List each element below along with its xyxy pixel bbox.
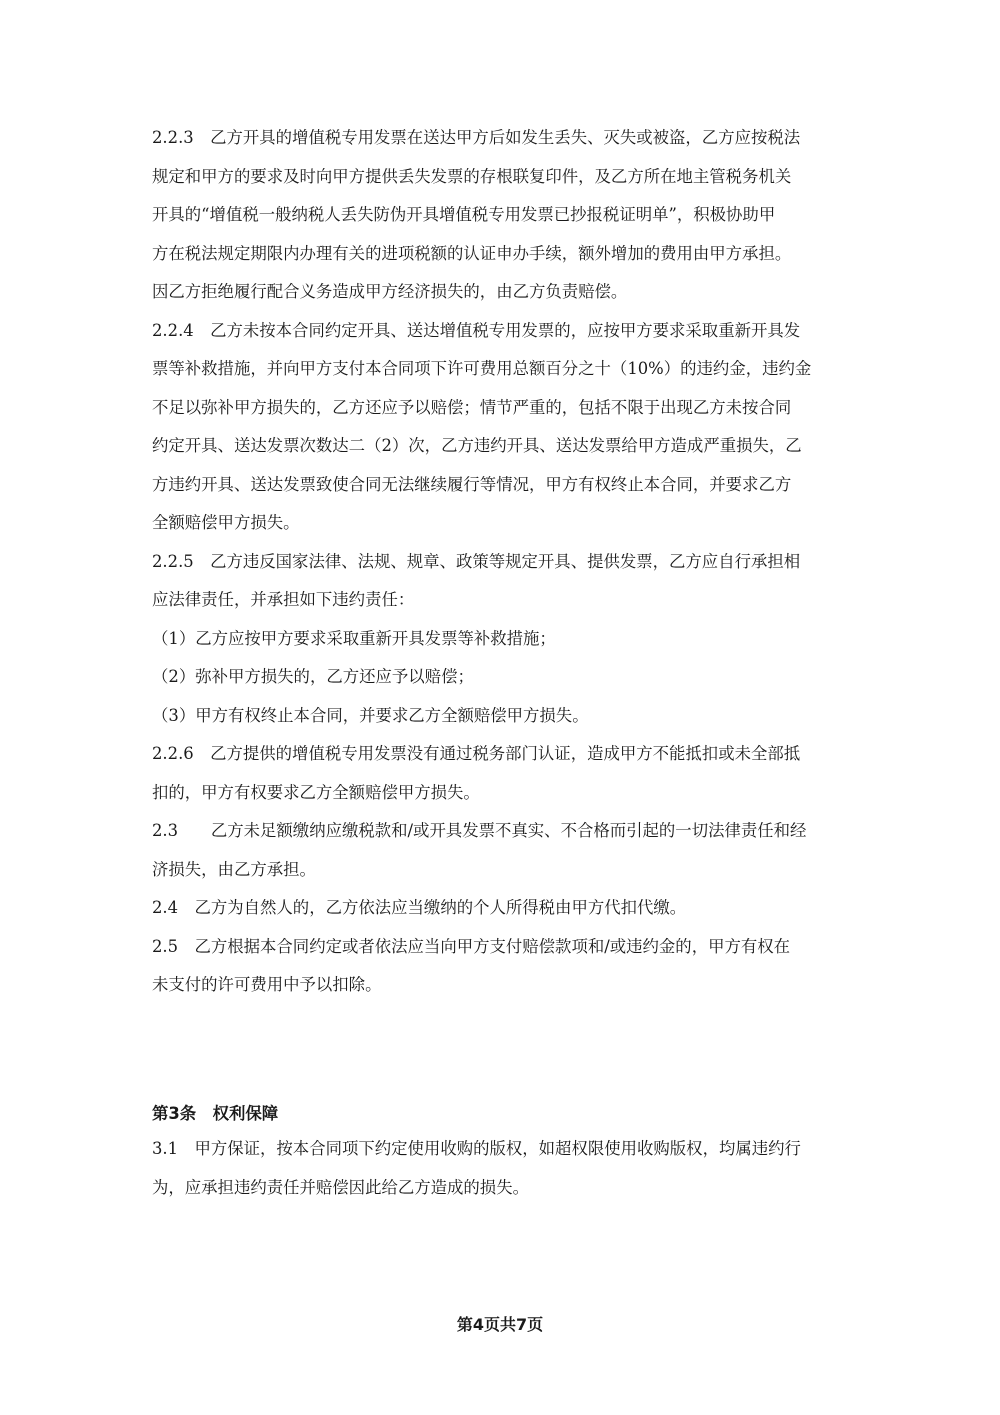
text-line: 扣的，甲方有权要求乙方全额赔偿甲方损失。 (152, 782, 480, 802)
text-line: （2）弥补甲方损失的，乙方还应予以赔偿； (152, 667, 474, 686)
page-number-footer: 第4页共7页 (456, 1315, 544, 1334)
section-3-heading: 第3条 权利保障 (152, 1104, 279, 1123)
section-3-text-block (152, 1139, 852, 1216)
text-line: 2.2.5 乙方违反国家法律、法规、规章、政策等规定开具、提供发票，乙方应自行承担相 (152, 551, 801, 571)
clause-text-block (152, 128, 852, 1014)
text-line: 开具的“增值税一般纳税人丢失防伪开具增值税专用发票已抄报税证明单”，积极协助甲 (152, 205, 776, 224)
text-line: 全额赔偿甲方损失。 (152, 513, 300, 532)
text-line: （3）甲方有权终止本合同，并要求乙方全额赔偿甲方损失。 (152, 705, 589, 725)
text-line: 约定开具、送达发票次数达二（2）次，乙方违约开具、送达发票给甲方造成严重损失，乙 (152, 436, 802, 455)
text-line: 因乙方拒绝履行配合义务造成甲方经济损失的，由乙方负责赔偿。 (152, 282, 628, 301)
text-line: 应法律责任，并承担如下违约责任： (152, 590, 415, 609)
text-line: 规定和甲方的要求及时向甲方提供丢失发票的存根联复印件，及乙方所在地主管税务机关 (152, 166, 792, 186)
text-line: 票等补救措施，并向甲方支付本合同项下许可费用总额百分之十（10%）的违约金，违约金 (152, 359, 812, 378)
text-line: 不足以弥补甲方损失的，乙方还应予以赔偿；情节严重的，包括不限于出现乙方未按合同 (152, 397, 792, 417)
text-line: 2.2.3 乙方开具的增值税专用发票在送达甲方后如发生丢失、灭失或被盗，乙方应按税法 (152, 128, 801, 147)
text-line: （1）乙方应按甲方要求采取重新开具发票等补救措施； (152, 628, 556, 648)
text-line: 2.4 乙方为自然人的，乙方依法应当缴纳的个人所得税由甲方代扣代缴。 (152, 898, 687, 917)
text-line: 2.2.6 乙方提供的增值税专用发票没有通过税务部门认证，造成甲方不能抵扣或未全部抵 (152, 744, 801, 763)
text-line: 3.1 甲方保证，按本合同项下约定使用收购的版权，如超权限使用收购版权，均属违约行 (152, 1139, 801, 1158)
text-line: 2.5 乙方根据本合同约定或者依法应当向甲方支付赔偿款项和/或违约金的，甲方有权在 (152, 936, 791, 956)
text-line: 济损失，由乙方承担。 (152, 859, 316, 879)
text-line: 2.2.4 乙方未按本合同约定开具、送达增值税专用发票的，应按甲方要求采取重新开具发 (152, 320, 801, 340)
text-line: 方违约开具、送达发票致使合同无法继续履行等情况，甲方有权终止本合同，并要求乙方 (152, 474, 792, 494)
text-line: 2.3 乙方未足额缴纳应缴税款和/或开具发票不真实、不合格而引起的一切法律责任和经 (152, 821, 807, 840)
text-line: 方在税法规定期限内办理有关的进项税额的认证申办手续，额外增加的费用由甲方承担。 (152, 243, 792, 263)
text-line: 未支付的许可费用中予以扣除。 (152, 975, 382, 994)
text-line: 为，应承担违约责任并赔偿因此给乙方造成的损失。 (152, 1177, 529, 1197)
